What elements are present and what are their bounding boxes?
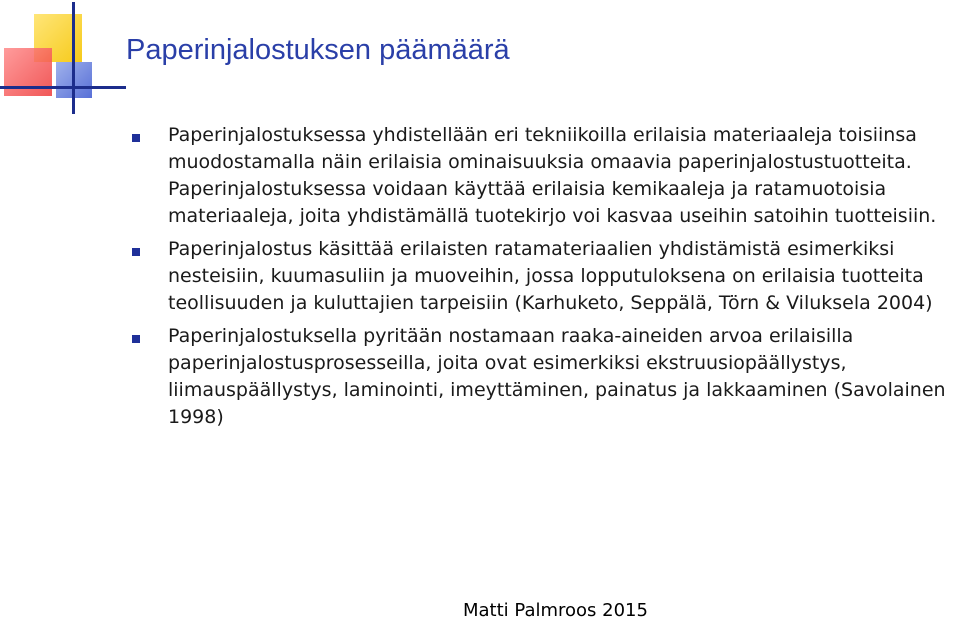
slide-footer: Matti Palmroos 2015 (463, 600, 648, 621)
decor-vertical-line (72, 2, 75, 114)
bullet-text: Paperinjalostuksella pyritään nostamaan raaka-aineiden arvoa erilaisilla paperinjalostusprosesseilla, joita ovat esimerkiksi ekstruusiopäällystys, liimauspäällystys, laminointi, imeyttäminen, painatus ja lakkaaminen (Savolainen 1998) (168, 325, 946, 428)
bullet-item (130, 323, 956, 431)
slide-title: Paperinjalostuksen päämäärä (126, 34, 510, 66)
bullet-text: Paperinjalostuksessa yhdistellään eri tekniikoilla erilaisia materiaaleja toisiinsa muodostamalla näin erilaisia ominaisuuksia omaavia paperinjalostustuotteita. Paperinjalostuksessa voidaan käyttää erilaisia kemikaaleja ja ratamuotoisia materiaaleja, joita yhdistämällä tuotekirjo voi kasvaa useihin satoihin tuotteisiin. (168, 124, 937, 227)
bullet-text: Paperinjalostus käsittää erilaisten ratamateriaalien yhdistämistä esimerkiksi nesteisiin, kuumasuliin ja muoveihin, jossa lopputuloksena on erilaisia tuotteita teollisuuden ja kuluttajien tarpeisiin (Karhuketo, Seppälä, Törn & Viluksela 2004) (168, 238, 933, 314)
bullet-square-icon (132, 134, 140, 142)
bullet-square-icon (132, 335, 140, 343)
bullet-item (130, 236, 956, 317)
bullet-square-icon (132, 248, 140, 256)
decor-horizontal-line (0, 86, 126, 89)
bullet-item (130, 122, 956, 230)
bullet-list (130, 122, 956, 437)
